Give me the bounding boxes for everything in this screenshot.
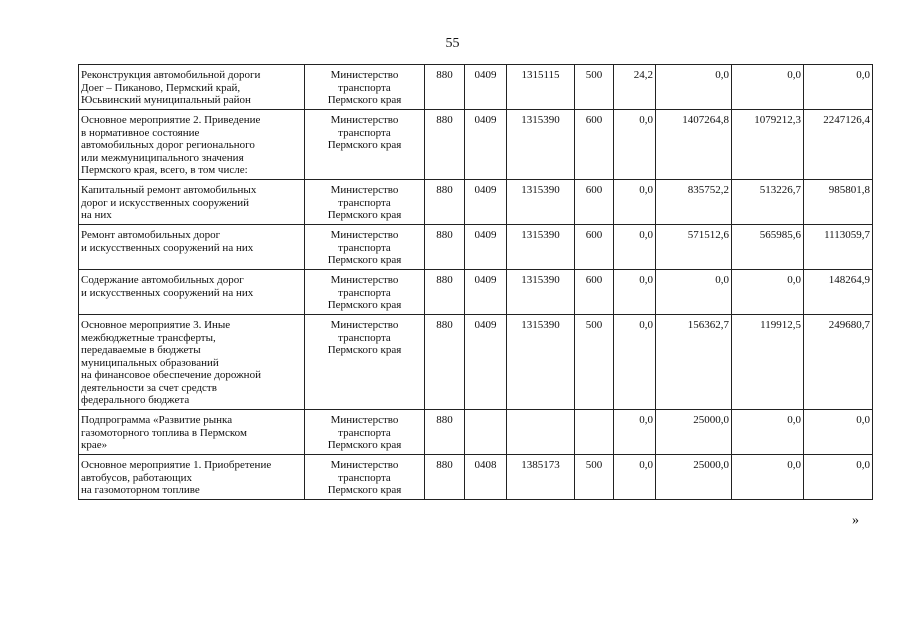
name-line: Основное мероприятие 1. Приобретение: [81, 459, 272, 471]
cell-name: [79, 270, 305, 315]
organization-line: Министерство: [330, 114, 399, 126]
organization-line: транспорта: [338, 426, 391, 439]
cell-value-3: 1079212,3: [732, 110, 804, 180]
organization-line: транспорта: [338, 241, 391, 254]
cell-expense-type: 600: [575, 180, 614, 225]
organization-line: Пермского края: [327, 344, 402, 356]
name-line: или межмуниципального значения: [81, 151, 244, 164]
cell-grbs: 880: [425, 225, 465, 270]
cell-target-article: 1315390: [507, 315, 575, 410]
table-row: [79, 455, 873, 500]
cell-section: 0409: [465, 270, 507, 315]
cell-value-2: 835752,2: [656, 180, 732, 225]
cell-value-2: 571512,6: [656, 225, 732, 270]
organization-line: транспорта: [338, 471, 391, 484]
cell-target-article: [507, 410, 575, 455]
page-number: 55: [445, 36, 460, 51]
cell-value-1: 0,0: [614, 455, 656, 500]
cell-value-4: 2247126,4: [804, 110, 873, 180]
cell-organization: [305, 180, 425, 225]
cell-organization: [305, 410, 425, 455]
cell-name: [79, 225, 305, 270]
organization-line: Пермского края: [327, 299, 402, 311]
name-line: Юсьвинский муниципальный район: [81, 94, 251, 106]
cell-value-3: 0,0: [732, 65, 804, 110]
organization-line: Пермского края: [327, 94, 402, 106]
cell-organization: [305, 270, 425, 315]
cell-grbs: 880: [425, 410, 465, 455]
cell-value-2: 1407264,8: [656, 110, 732, 180]
cell-expense-type: 500: [575, 455, 614, 500]
cell-value-2: 25000,0: [656, 455, 732, 500]
cell-value-4: 1113059,7: [804, 225, 873, 270]
cell-value-4: 0,0: [804, 455, 873, 500]
cell-value-1: 0,0: [614, 225, 656, 270]
name-line: и искусственных сооружений на них: [81, 241, 254, 254]
cell-value-1: 0,0: [614, 410, 656, 455]
organization-line: транспорта: [338, 331, 391, 344]
cell-grbs: 880: [425, 65, 465, 110]
table-row: [79, 225, 873, 270]
cell-grbs: 880: [425, 180, 465, 225]
name-line: межбюджетные трансферты,: [81, 331, 216, 344]
cell-value-3: 0,0: [732, 410, 804, 455]
cell-target-article: 1315390: [507, 270, 575, 315]
cell-target-article: 1315390: [507, 225, 575, 270]
cell-value-2: 0,0: [656, 65, 732, 110]
cell-name: [79, 455, 305, 500]
organization-line: Министерство: [330, 229, 399, 241]
cell-grbs: 880: [425, 110, 465, 180]
cell-expense-type: 500: [575, 65, 614, 110]
cell-section: 0409: [465, 225, 507, 270]
organization-line: Министерство: [330, 414, 399, 426]
name-line: на них: [81, 209, 112, 221]
cell-section: 0409: [465, 315, 507, 410]
name-line: на газомоторном топливе: [81, 484, 200, 496]
cell-target-article: 1315115: [507, 65, 575, 110]
organization-line: транспорта: [338, 81, 391, 94]
cell-name: [79, 110, 305, 180]
cell-value-1: 0,0: [614, 180, 656, 225]
cell-expense-type: 600: [575, 110, 614, 180]
cell-value-1: 0,0: [614, 315, 656, 410]
organization-line: Министерство: [330, 274, 399, 286]
budget-table: [78, 64, 873, 500]
name-line: Основное мероприятие 2. Приведение: [81, 114, 261, 126]
name-line: деятельности за счет средств: [81, 381, 217, 394]
cell-value-1: 24,2: [614, 65, 656, 110]
table-row: [79, 315, 873, 410]
cell-section: 0409: [465, 65, 507, 110]
table-row: [79, 110, 873, 180]
organization-line: Пермского края: [327, 139, 402, 151]
cell-expense-type: 600: [575, 225, 614, 270]
cell-organization: [305, 315, 425, 410]
cell-value-2: 25000,0: [656, 410, 732, 455]
organization-line: транспорта: [338, 196, 391, 209]
organization-line: Пермского края: [327, 484, 402, 496]
cell-value-3: 0,0: [732, 455, 804, 500]
table-row: [79, 410, 873, 455]
cell-value-2: 156362,7: [656, 315, 732, 410]
name-line: передаваемые в бюджеты: [81, 344, 201, 356]
name-line: в нормативное состояние: [81, 126, 200, 139]
cell-organization: [305, 455, 425, 500]
cell-target-article: 1385173: [507, 455, 575, 500]
cell-value-4: 985801,8: [804, 180, 873, 225]
name-line: Содержание автомобильных дорог: [81, 274, 244, 286]
cell-value-4: 249680,7: [804, 315, 873, 410]
name-line: Пермского края, всего, в том числе:: [81, 164, 248, 176]
organization-line: Министерство: [330, 69, 399, 81]
cell-value-4: 0,0: [804, 65, 873, 110]
cell-expense-type: [575, 410, 614, 455]
cell-value-4: 148264,9: [804, 270, 873, 315]
cell-target-article: 1315390: [507, 180, 575, 225]
cell-value-1: 0,0: [614, 110, 656, 180]
cell-organization: [305, 65, 425, 110]
cell-expense-type: 500: [575, 315, 614, 410]
cell-organization: [305, 225, 425, 270]
cell-name: [79, 410, 305, 455]
name-line: и искусственных сооружений на них: [81, 286, 254, 299]
organization-line: транспорта: [338, 126, 391, 139]
cell-value-3: 119912,5: [732, 315, 804, 410]
cell-grbs: 880: [425, 455, 465, 500]
cell-organization: [305, 110, 425, 180]
name-line: автобусов, работающих: [81, 471, 192, 484]
table-row: [79, 65, 873, 110]
cell-section: 0409: [465, 110, 507, 180]
name-line: Основное мероприятие 3. Иные: [81, 319, 231, 331]
name-line: газомоторного топлива в Пермском: [81, 426, 247, 439]
cell-value-4: 0,0: [804, 410, 873, 455]
name-line: Доег – Пиканово, Пермский край,: [81, 81, 241, 94]
cell-value-1: 0,0: [614, 270, 656, 315]
cell-grbs: 880: [425, 270, 465, 315]
cell-section: 0409: [465, 180, 507, 225]
organization-line: Министерство: [330, 319, 399, 331]
name-line: дорог и искусственных сооружений: [81, 196, 250, 209]
table-row: [79, 270, 873, 315]
name-line: Ремонт автомобильных дорог: [81, 229, 221, 241]
name-line: федерального бюджета: [81, 394, 190, 406]
cell-value-3: 0,0: [732, 270, 804, 315]
name-line: Подпрограмма «Развитие рынка: [81, 414, 233, 426]
name-line: Реконструкция автомобильной дороги: [81, 69, 261, 81]
organization-line: транспорта: [338, 286, 391, 299]
continuation-mark: »: [852, 513, 859, 528]
cell-value-3: 565985,6: [732, 225, 804, 270]
cell-section: [465, 410, 507, 455]
cell-name: [79, 65, 305, 110]
name-line: автомобильных дорог регионального: [81, 139, 255, 151]
cell-value-2: 0,0: [656, 270, 732, 315]
cell-value-3: 513226,7: [732, 180, 804, 225]
cell-section: 0408: [465, 455, 507, 500]
name-line: Капитальный ремонт автомобильных: [81, 184, 257, 196]
name-line: крае»: [81, 439, 108, 451]
name-line: на финансовое обеспечение дорожной: [81, 369, 261, 381]
table-body: [79, 65, 873, 500]
cell-grbs: 880: [425, 315, 465, 410]
organization-line: Пермского края: [327, 254, 402, 266]
organization-line: Министерство: [330, 184, 399, 196]
organization-line: Министерство: [330, 459, 399, 471]
cell-expense-type: 600: [575, 270, 614, 315]
cell-name: [79, 180, 305, 225]
name-line: муниципальных образований: [81, 356, 219, 369]
cell-target-article: 1315390: [507, 110, 575, 180]
organization-line: Пермского края: [327, 209, 402, 221]
table-row: [79, 180, 873, 225]
cell-name: [79, 315, 305, 410]
organization-line: Пермского края: [327, 439, 402, 451]
